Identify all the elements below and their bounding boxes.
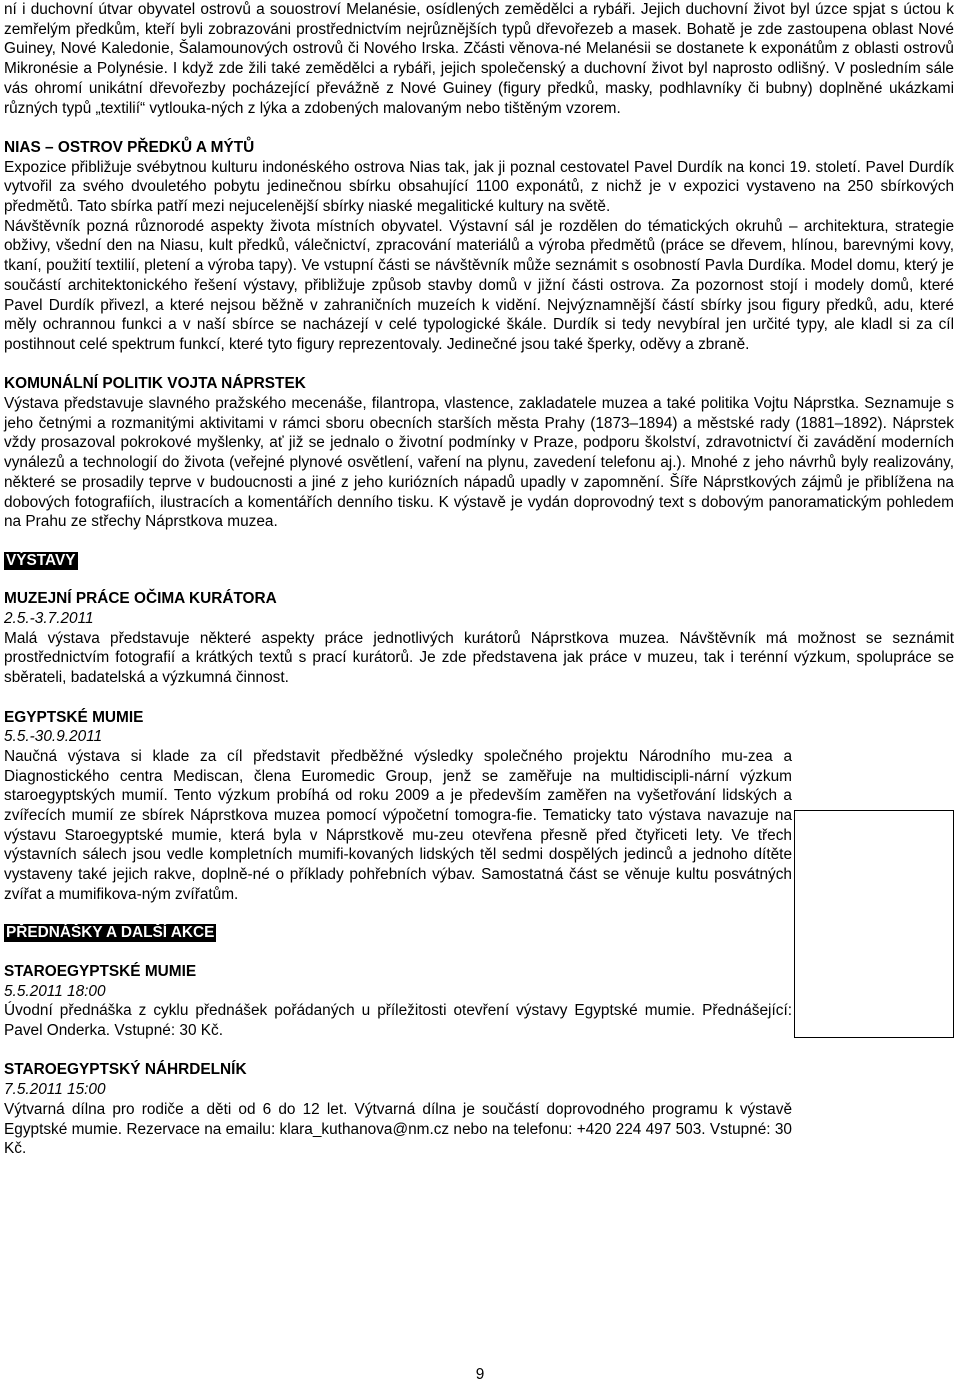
kurator-heading: MUZEJNÍ PRÁCE OČIMA KURÁTORA [4,590,277,608]
intro-paragraph: ní i duchovní útvar obyvatel ostrovů a souostroví Melanésie, osídlených zemědělci a rybáři. Jejich duchovní život byl úzce spjat s úctou k zemřelým předkům, kteří byli zobrazováni prostřednictvím nejrůznějších typů dřevořezeb a masek. Bohatě je zde zastoupena oblast Nové Guiney, Nové Kaledonie, Šalamounových ostrovů či Nového Irska. Zčásti věnova-né Melanésii se dostanete k exponátům z oblasti ostrovů Mikronésie a Polynésie. I když zde žili také zemědělci a rybáři, jejich společenský a duchovní život byl naprosto odlišný. V posledním sále vás ohromí unikátní dřevořezby pocházející převážně z Nové Guiney (figury předků, masky, podhlavníky či bubny) doplněné ukázkami různých typů „textilií“ vytlouka-ných z lýka a zdobených malovaným nebo tištěným vzorem. [4,1,954,117]
nias-heading: NIAS – OSTROV PŘEDKŮ A MÝTŮ [4,138,255,156]
kurator-paragraph: Malá výstava představuje některé aspekty práce jednotlivých kurátorů Náprstkova muzea. Návštěvník má možnost se seznámit prostřednictvím fotografií a krátkých textů s prací kurátorů. Je zde představena jak práce v muzeu, tak i terénní výzkum, spolupráce se sběrateli, badatelská a výzkumná činnost. [4,629,954,687]
mumie-date: 5.5.-30.9.2011 [4,728,103,746]
mumie-paragraph: Naučná výstava si klade za cíl představit předběžné výsledky společného projektu Národního mu-zea a Diagnostického centra Mediscan, člena Euromedic Group, jenž se zaměřuje na multidiscipli-nární výzkum staroegyptských mumií. Tento výzkum probíhá od roku 2009 a je především zaměřen na vyšetřování lidských a zvířecích mumií ze sbírek Náprstkova muzea pomocí výpočetní tomogra-fie. Tematicky tato výstava navazuje na výstavu Staroegyptské mumie, která byla v Náprstkově mu-zeu otevřena přesně před čtyřiceti lety. Ve třech výstavních sálech jsou vedle kompletních mumifi-kovaných lidských těl sedmi dospělých jedinců a jednoho dítěte vystaveny také jejich rakve, doplně-né o příklady pohřebních výbav. Samostatná část se věnuje kultu posvátných zvířat a mumifikova-ným zvířatům. [4,747,792,903]
vystavy-banner-label: VÝSTAVY [6,551,76,569]
kurator-date: 2.5.-3.7.2011 [4,610,94,628]
lecture-paragraph: Úvodní přednáška z cyklu přednášek pořádaných u příležitosti otevření výstavy Egyptské mumie. Přednášející: Pavel Onderka. Vstupné: 30 Kč. [4,1002,792,1040]
workshop-heading: STAROEGYPTSKÝ NÁHRDELNÍK [4,1061,247,1079]
nias-paragraph-2: Návštěvník pozná různorodé aspekty života místních obyvatel. Výstavní sál je rozdělen do tématických okruhů – architektura, strategie obživy, všední den na Niasu, kult předků, válečnictví, zpracování materiálů a výroba předmětů (práce se dřevem, hlínou, barevnými kovy, tkaní, použití textilií, pletení a výroba tapy). Ve vstupní části se návštěvník může seznámit s osobností Pavla Durdíka. Model domu, který je součástí architektonického řešení výstavy, přibližuje způsob stavby domů v jižní části ostrova. Za pozornost stojí i modely domů, které Pavel Durdík přivezl, a které nejsou běžně v zahraničních muzeích k vidění. Nejvýznamnější částí sbírky jsou figury předků, adu, které měly ochrannou funkci a v naší sbírce se nacházejí v celé typologické škále. Durdík si tedy nevybíral jen určité typy, ale kladl si za cíl postihnout celé spektrum funkcí, které tyto figury reprezentovaly. Jedinečné jsou také šperky, oděvy a zbraně. [4,217,954,353]
prednasky-banner-label: PŘEDNÁŠKY A DALŠÍ AKCE [6,924,215,942]
naprstek-paragraph: Výstava představuje slavného pražského mecenáše, filantropa, vlastence, zakladatele muzea a také politika Vojtu Náprstka. Seznamuje s jeho četnými a rozmanitými aktivitami v rámci sboru obecních starších města Prahy (1873–1894) a městské rady (1881–1892). Náprstek vždy prosazoval pokrokové myšlenky, ať již se jednalo o životní podmínky v Praze, podporu školství, zdravotnictví či zavádění moderních vynálezů a technologií do života (veřejné plynové osvětlení, vaření na plynu, zavedení telefonu aj.). Mnohé z jeho návrhů byly realizovány, některé se prosadily teprve v budoucnosti a jiné z jeho kuriózních nápadů upadly v zapomnění. Šíře Náprstkových zájmů je přiblížena na dobových fotografiích, ilustracích a komentářích denního tisku. K výstavě je vydán doprovodný text s dobovým panoramatickým pohledem na Prahu ze střechy Náprstkova muzea. [4,395,954,531]
workshop-paragraph: Výtvarná dílna pro rodiče a děti od 6 do 12 let. Výtvarná dílna je součástí doprovodného programu k výstavě Egyptské mumie. Rezervace na emailu: klara_kuthanova@nm.cz nebo na telefonu: +420 224 497 503. Vstupné: 30 Kč. [4,1100,792,1158]
lecture-date: 5.5.2011 18:00 [4,982,106,1000]
image-placeholder-frame [794,810,954,1038]
page-number: 9 [475,1366,485,1383]
mumie-heading: EGYPTSKÉ MUMIE [4,708,144,726]
workshop-date: 7.5.2011 15:00 [4,1081,106,1099]
nias-paragraph-1: Expozice přibližuje svébytnou kulturu indonéského ostrova Nias tak, jak ji poznal cestovatel Pavel Durdík na konci 19. století. Pavel Durdík vytvořil za svého dvouletého pobytu jedinečnou sbírku obsahující 1100 exponátů, z nichž je v expozici vystaveno na 250 sbírkových předmětů. Tato sbírka patří mezi nejucelenější sbírky niaské megalitické kultury na světě. [4,158,954,216]
vystavy-section-banner [4,552,954,570]
naprstek-heading: KOMUNÁLNÍ POLITIK VOJTA NÁPRSTEK [4,375,306,393]
lecture-heading: STAROEGYPTSKÉ MUMIE [4,962,197,980]
